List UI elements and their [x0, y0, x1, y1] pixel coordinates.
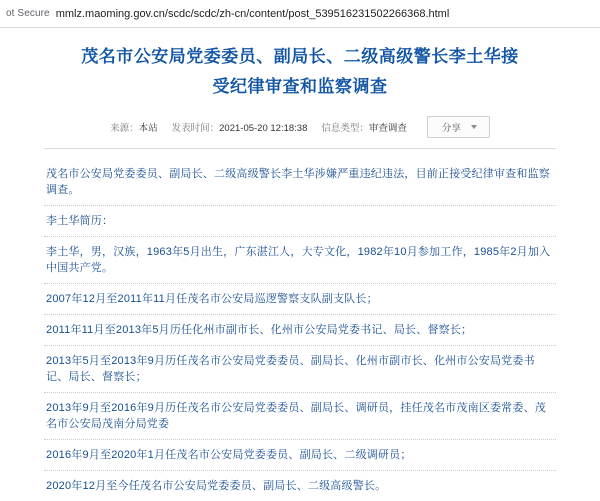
- article-paragraph: 2013年9月至2016年9月历任茂名市公安局党委委员、副局长、调研员，挂任茂名市茂南区委常委、茂名市公安局茂南分局党委: [44, 393, 556, 440]
- meta-source-value: 本站: [138, 123, 158, 134]
- meta-publish-time: [172, 120, 308, 134]
- article-paragraph: 茂名市公安局党委委员、副局长、二级高级警长李土华涉嫌严重违纪违法，目前正接受纪律审查和监察调查。: [44, 159, 556, 206]
- share-label: 分享: [441, 123, 461, 134]
- article-meta-bar: [44, 116, 556, 138]
- article-title-line-2: 受纪律审查和监察调查: [212, 77, 388, 96]
- article-paragraph: 2013年5月至2013年9月历任茂名市公安局党委委员、副局长、化州市副市长、化州市公安局党委书记、局长、督察长；: [44, 346, 556, 393]
- article-container: [44, 28, 556, 501]
- article-title-line-1: 茂名市公安局党委委员、副局长、二级高级警长李土华接: [81, 47, 519, 66]
- meta-category-value: 审查调查: [368, 123, 407, 134]
- meta-source: [110, 120, 158, 134]
- browser-address-bar[interactable]: [0, 0, 600, 28]
- article-body: [44, 149, 556, 501]
- meta-source-label: 来源：: [110, 123, 139, 134]
- meta-publish-label: 发表时间：: [171, 123, 220, 134]
- meta-category: [321, 120, 407, 134]
- article-paragraph: 李土华，男，汉族，1963年5月出生，广东湛江人，大专文化，1982年10月参加工作，1985年2月加入中国共产党。: [44, 237, 556, 284]
- article-paragraph: 2007年12月至2011年11月任茂名市公安局巡逻警察支队副支队长；: [44, 284, 556, 315]
- chevron-down-icon: [471, 125, 477, 129]
- page-title: [44, 42, 556, 102]
- meta-publish-value: 2021-05-20 12:18:38: [219, 123, 308, 134]
- article-paragraph: 李土华简历：: [44, 206, 556, 237]
- article-paragraph: 2011年11月至2013年5月历任化州市副市长、化州市公安局党委书记、局长、督察长；: [44, 315, 556, 346]
- meta-category-label: 信息类型：: [321, 123, 369, 134]
- share-dropdown[interactable]: [427, 116, 490, 138]
- security-status-label: ot Secure: [6, 8, 50, 19]
- page-content: [0, 28, 600, 492]
- url-text[interactable]: mmlz.maoming.gov.cn/scdc/scdc/zh-cn/content/post_539516231502266368.html: [55, 7, 450, 20]
- article-paragraph: 2016年9月至2020年1月任茂名市公安局党委委员、副局长、二级调研员；: [44, 440, 556, 471]
- article-paragraph: 2020年12月至今任茂名市公安局党委委员、副局长、二级高级警长。: [46, 480, 387, 492]
